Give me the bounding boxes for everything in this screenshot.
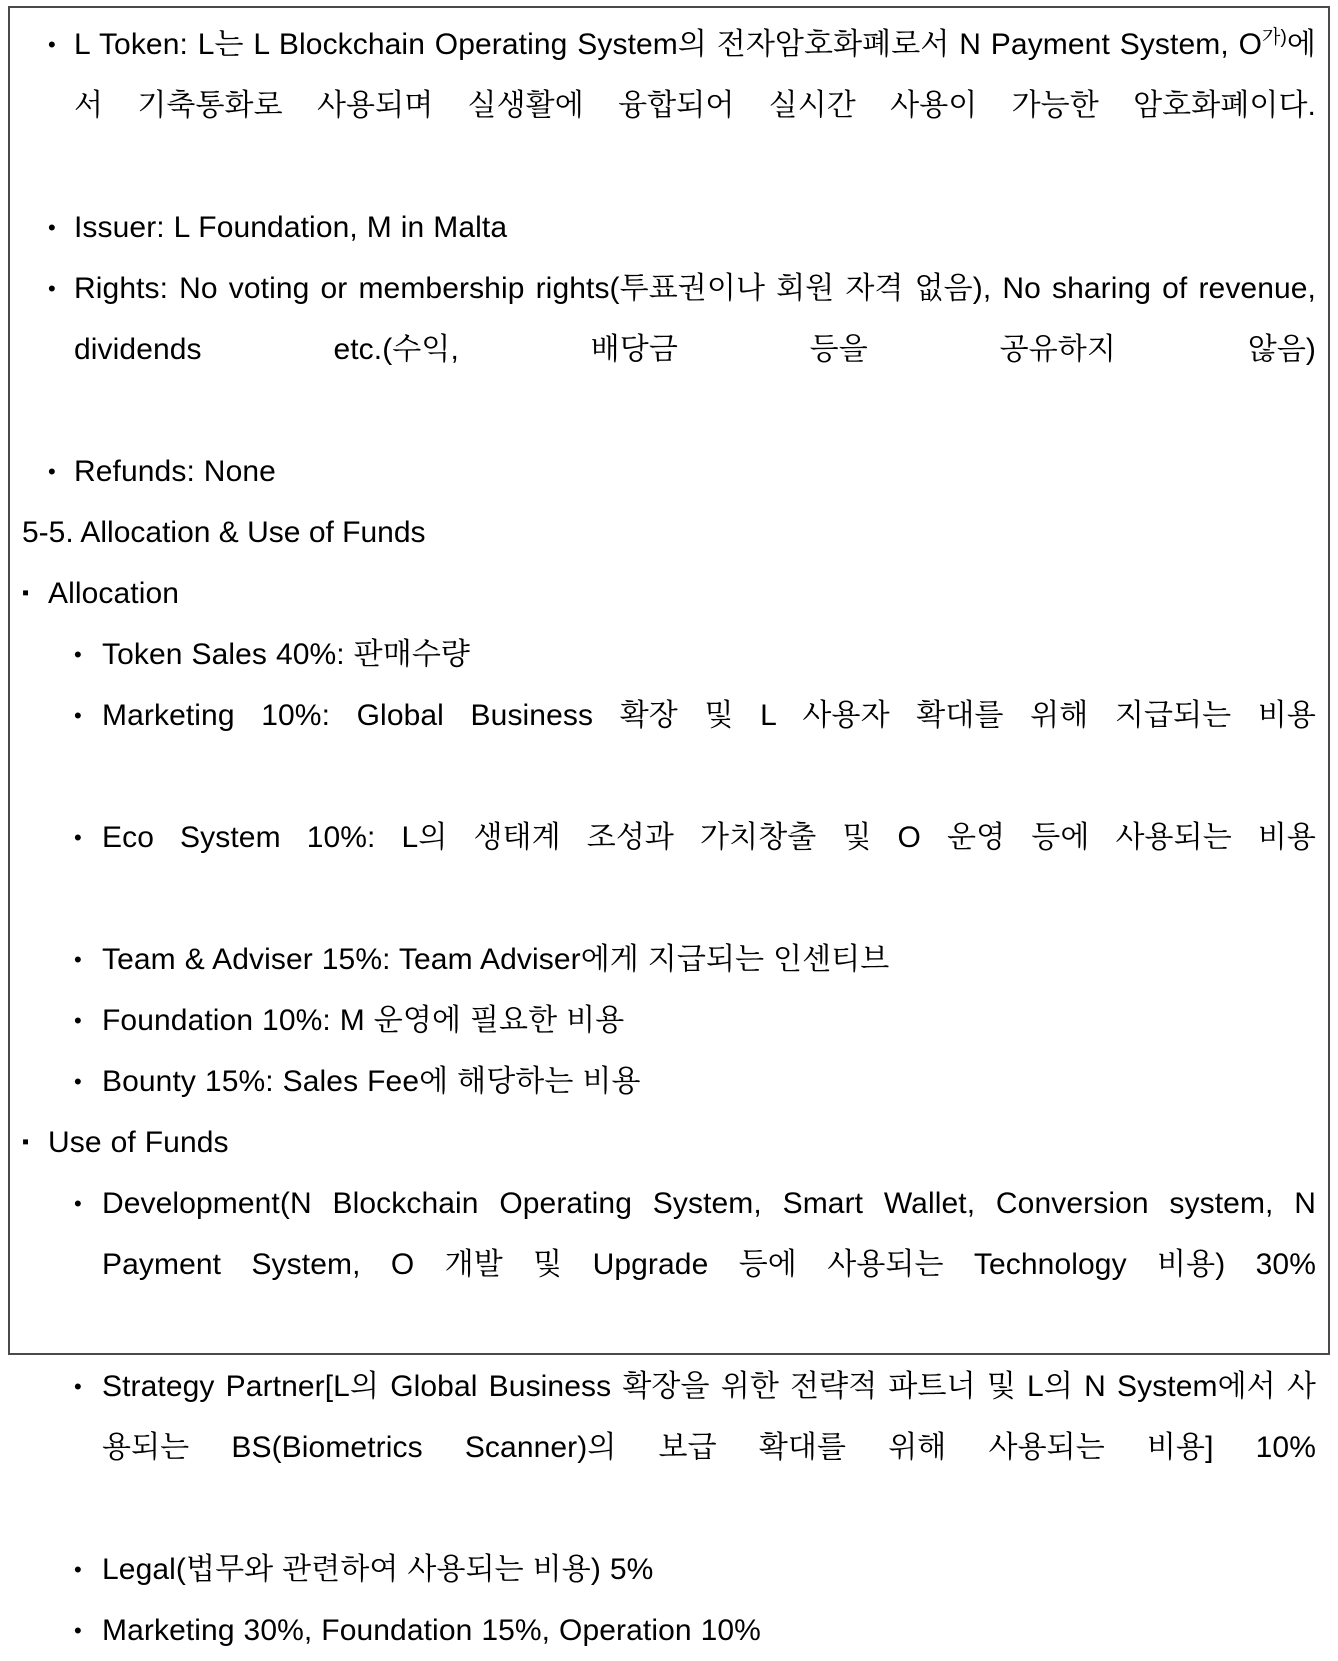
list-item [74, 624, 1316, 685]
section-heading: 5-5. Allocation & Use of Funds [22, 516, 426, 549]
list-item-text: Foundation 10%: M 운영에 필요한 비용 [102, 1004, 625, 1037]
list-item [74, 1356, 1316, 1539]
list-item [74, 807, 1316, 929]
footnote-marker: 가) [1262, 27, 1287, 48]
list-item [74, 929, 1316, 990]
round-bullet-icon: • [74, 825, 82, 850]
list-item [22, 563, 1316, 624]
round-bullet-icon: • [74, 1557, 82, 1582]
round-bullet-icon: • [48, 32, 56, 57]
round-bullet-icon: • [74, 642, 82, 667]
list-item [48, 441, 1316, 502]
list-item [74, 1539, 1316, 1600]
list-item-text: Marketing 10%: Global Business 확장 및 L 사용자 확대를 위해 지급되는 비용 [102, 699, 1316, 732]
list-item-text: Token Sales 40%: 판매수량 [102, 638, 471, 671]
list-item-text: Development(N Blockchain Operating System, Smart Wallet, Conversion system, N Payment System, O 개발 및 Upgrade 등에 사용되는 Technology 비용) 30% [102, 1187, 1316, 1281]
list-item [48, 197, 1316, 258]
list-item-text: Bounty 15%: Sales Fee에 해당하는 비용 [102, 1065, 641, 1098]
text-segment: 에서 기축통화로 사용되며 실생활에 융합되어 실시간 사용이 가능한 암호화폐이다. [74, 28, 1316, 122]
round-bullet-icon: • [74, 1374, 82, 1399]
list-item [74, 1051, 1316, 1112]
list-item-text [74, 14, 1316, 197]
round-bullet-icon: • [74, 1618, 82, 1643]
round-bullet-icon: • [74, 703, 82, 728]
list-item-text: Allocation [48, 577, 180, 610]
text-segment: L Token: L는 L Blockchain Operating System의 전자암호화폐로서 N Payment System, O [74, 28, 1263, 61]
list-item-text: Use of Funds [48, 1126, 229, 1159]
round-bullet-icon: • [48, 215, 56, 240]
round-bullet-icon: • [48, 276, 56, 301]
square-bullet-icon: ▪ [22, 1131, 30, 1153]
list-item-text: Team & Adviser 15%: Team Adviser에게 지급되는 인센티브 [102, 943, 890, 976]
round-bullet-icon: • [74, 1008, 82, 1033]
round-bullet-icon: • [74, 1069, 82, 1094]
list-item-text: Refunds: None [74, 455, 276, 488]
list-item [48, 14, 1316, 197]
list-item [74, 1173, 1316, 1356]
list-item [74, 685, 1316, 807]
list-item-text: Eco System 10%: L의 생태계 조성과 가치창출 및 O 운영 등에 사용되는 비용 [102, 821, 1316, 854]
round-bullet-icon: • [74, 1191, 82, 1216]
list-item [48, 258, 1316, 441]
list-item-text: Issuer: L Foundation, M in Malta [74, 211, 508, 244]
list-item-text: Rights: No voting or membership rights(투표권이나 회원 자격 없음), No sharing of revenue, dividends etc.(수익, 배당금 등을 공유하지 않음) [74, 272, 1316, 366]
list-item-text: Marketing 30%, Foundation 15%, Operation 10% [102, 1614, 761, 1647]
list-item [74, 1600, 1316, 1661]
square-bullet-icon: ▪ [22, 582, 30, 604]
list-item [22, 1112, 1316, 1173]
list-item-text: Strategy Partner[L의 Global Business 확장을 위한 전략적 파트너 및 L의 N System에서 사용되는 BS(Biometrics Scanner)의 보급 확대를 위해 사용되는 비용] 10% [102, 1370, 1316, 1464]
list-item-text: Legal(법무와 관련하여 사용되는 비용) 5% [102, 1553, 654, 1586]
round-bullet-icon: • [48, 459, 56, 484]
round-bullet-icon: • [74, 947, 82, 972]
list-item [74, 990, 1316, 1051]
